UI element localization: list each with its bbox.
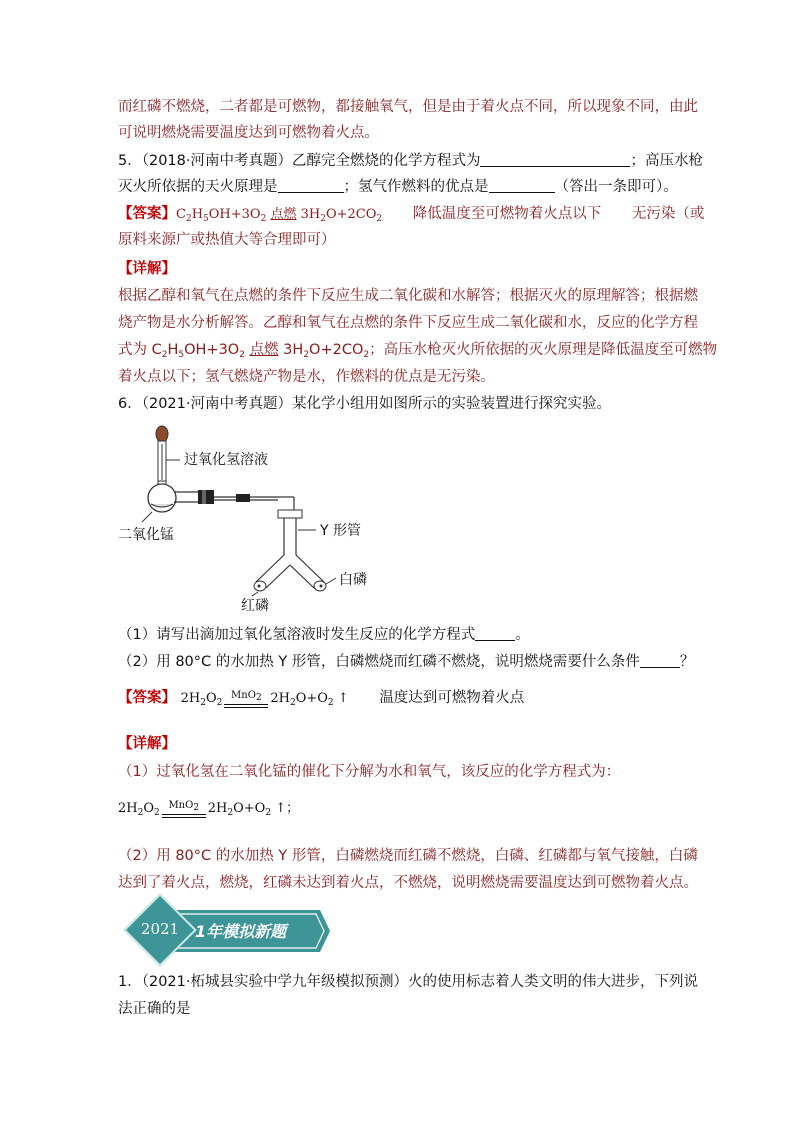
q5-detail-line-2: 烧产物是水分析解答。乙醇和氧气在点燃的条件下反应生成二氧化碳和水，反应的化学方程 xyxy=(118,315,698,331)
q5-answer-line-2: 原料来源广或热值大等合理即可） xyxy=(118,232,336,248)
q6-title: 6．（2021·河南中考真题）某化学小组用如图所示的实验装置进行探究实验。 xyxy=(118,396,611,412)
q6-answer-label: 【答案】 xyxy=(118,690,176,706)
flask xyxy=(148,484,176,512)
y-tube-right xyxy=(296,555,324,582)
q6-detail-line-3: 达到了着火点，燃烧，红磷未达到着火点，不燃烧，说明燃烧需要温度达到可燃物着火点。 xyxy=(118,875,698,891)
y-tube-left xyxy=(256,555,284,582)
q5-text-c: 灭火所依据的天火原理是 xyxy=(118,179,278,195)
q5-answer-label: 【答案】 xyxy=(118,206,176,222)
label-red-phosphorus: 红磷 xyxy=(241,598,269,614)
q1-line-2: 法正确的是 xyxy=(118,1001,191,1017)
q6-sub1: （1）请写出滴加过氧化氢溶液时发生反应的化学方程式 。 xyxy=(118,627,530,643)
label-manganese-dioxide: 二氧化锰 xyxy=(118,527,174,543)
q6-detail-line-2: （2）用 80°C 的水加热 Y 形管，白磷燃烧而红磷不燃烧，白磷、红磷都与氧气接触，白磷 xyxy=(118,848,698,864)
q6-detail-equation: $2H_2O_2$ MnO2 $2H_2O+O_2$ ↑； xyxy=(118,799,300,818)
q5-text-b: ；高压水枪 xyxy=(630,153,703,169)
label-white-phosphorus: 白磷 xyxy=(339,572,367,588)
q5-text-a: 5．（2018·河南中考真题）乙醇完全燃烧的化学方程式为 xyxy=(118,153,481,169)
q5-blank-2 xyxy=(278,178,344,193)
label-hydrogen-peroxide: 过氧化氢溶液 xyxy=(184,452,268,468)
q5-detail-label: 【详解】 xyxy=(118,261,176,277)
q5-answer-line-1 xyxy=(118,204,704,229)
dropper-bulb xyxy=(156,426,168,442)
q5-blank-1 xyxy=(480,152,630,167)
q5-detail-line-3: 式为 $C_2H_5OH+3O_2$ 点燃 $3H_2O+2CO_2$；高压水枪灭火所依据的灭火原理是降低温度至可燃物 xyxy=(118,342,718,360)
intro-line-2: 可说明燃烧需要温度达到可燃物着火点。 xyxy=(118,125,379,141)
q5-detail-line-4: 着火点以下；氢气燃烧产物是水，作燃料的优点是无污染。 xyxy=(118,369,495,385)
q5-answer-part3: 无污染（或 xyxy=(631,206,705,222)
q5-answer-equation: $C_2H_5OH+3O_2$ 点燃 $3H_2O+2CO_2$ xyxy=(176,207,383,224)
banner-year: 2021 xyxy=(140,920,180,938)
q5-detail-line-1: 根据乙醇和氧气在点燃的条件下反应生成二氧化碳和水解答；根据灭火的原理解答；根据燃 xyxy=(118,288,698,304)
q5-text-d: ；氢气作燃料的优点是 xyxy=(343,179,489,195)
q5-line-2 xyxy=(118,177,678,197)
q1-line-1: 1．（2021·柘城县实验中学九年级模拟预测）火的使用标志着人类文明的伟大进步，下列说 xyxy=(118,974,698,990)
banner-title: 1年模拟新题 xyxy=(195,922,287,941)
q5-line-1 xyxy=(118,151,703,171)
q5-text-e: （答出一条即可）。 xyxy=(554,179,678,195)
q6-answer-equation: $2H_2O_2$ MnO2 $2H_2O+O_2$ ↑ xyxy=(180,689,349,708)
q6-detail-line-1: （1）过氧化氢在二氧化锰的催化下分解为水和氧气，该反应的化学方程式为： xyxy=(118,764,621,780)
q6-sub2: （2）用 80°C 的水加热 Y 形管，白磷燃烧而红磷不燃烧，说明燃烧需要什么条件 ？ xyxy=(118,654,695,670)
intro-line-1: 而红磷不燃烧，二者都是可燃物，都接触氧气，但是由于着火点不同，所以现象不同，由此 xyxy=(118,99,698,115)
q6-answer-line xyxy=(118,688,524,713)
q6-answer-text: 温度达到可燃物着火点 xyxy=(379,690,525,706)
q5-answer-part2: 降低温度至可燃物着火点以下 xyxy=(412,206,602,222)
q6-blank-1 xyxy=(475,626,515,641)
q5-blank-3 xyxy=(489,178,555,193)
q6-blank-2 xyxy=(640,653,680,668)
label-y-tube: Y 形管 xyxy=(320,523,362,539)
q6-detail-label: 【详解】 xyxy=(118,736,176,752)
